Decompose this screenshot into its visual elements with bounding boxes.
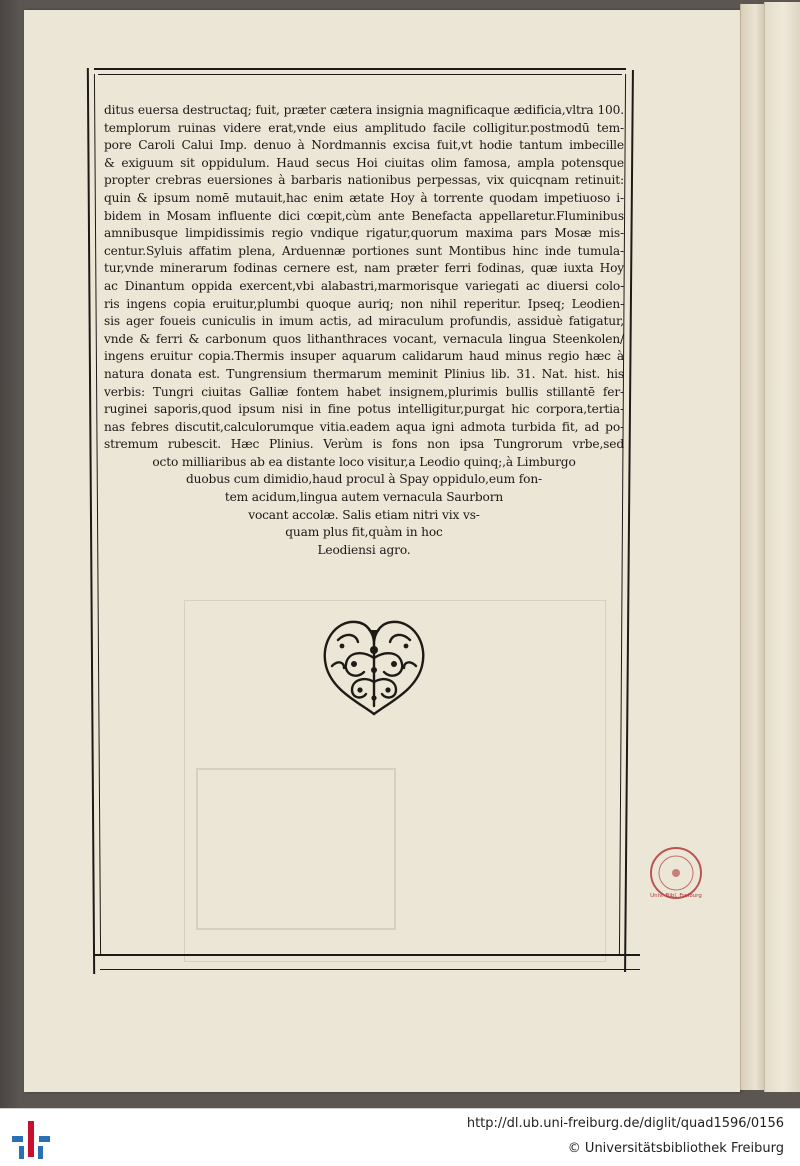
text-line-centered: octo milliaribus ab ea distante loco visitur,a Leodio quinq;,à Limburgo <box>152 454 576 469</box>
frame-rule <box>98 74 622 75</box>
floral-ornament-icon <box>318 610 430 718</box>
copyright-notice: © Universitätsbibliothek Freiburg <box>567 1141 784 1156</box>
viewer-footer <box>0 1108 800 1166</box>
text-line: ingens eruitur copia.Thermis insuper aquarum calidarum haud minus regio hæc à <box>104 349 624 364</box>
text-line: ac Dinantum oppida exercent,vbi alabastri,marmorisque variegati ac diuersi colo- <box>104 278 624 293</box>
text-line: ris ingens copia eruitur,plumbi quoque auriq; non nihil reperitur. Ipseq; Leodien- <box>104 296 624 311</box>
permalink-url[interactable]: http://dl.ub.uni-freiburg.de/diglit/quad1596/0156 <box>466 1116 784 1131</box>
text-line-centered: Leodiensi agro. <box>317 542 411 557</box>
text-line: ruginei saporis,quod ipsum nisi in fine potus intelligitur,purgat hic corpora,tertia- <box>104 402 624 417</box>
page-edge <box>764 2 800 1092</box>
text-line: amnibusque limpidissimis regio vndique rigatur,quorum maxima pars Mosæ mis- <box>104 226 624 241</box>
text-line: ditus euersa destructaq; fuit, præter cætera insignia magnificaque ædificia,vltra 100. <box>104 103 624 117</box>
text-line: tur,vnde minerarum fodinas cernere est, nam præter ferri fodinas, quæ iuxta Hoy <box>104 261 624 276</box>
text-line: propter crebras euersiones à barbaris nationibus perpessas, vix quicqnam retinuit: <box>104 173 624 188</box>
text-line: templorum ruinas videre erat,vnde eius amplitudo facile colligitur.postmodū tem- <box>104 120 624 135</box>
frame-rule <box>94 68 626 70</box>
text-line: quin & ipsum nomē mutauit,hac enim ætate Hoy à torrente quodam impetiuoso i- <box>104 190 624 205</box>
text-line: stremum rubescit. Hæc Plinius. Verùm is fons non ipsa Tungrorum vrbe,sed <box>104 437 624 452</box>
text-line-centered: vocant accolæ. Salis etiam nitri vix vs- <box>248 507 480 522</box>
text-line: nas febres discutit,calculorumque vitia.eadem aqua igni admota turbida fit, ad po- <box>104 419 624 434</box>
text-line: natura donata est. Tungrensium thermarum meminit Plinius lib. 31. Nat. hist. his <box>104 366 624 381</box>
frame-rule <box>94 954 640 956</box>
text-line: bidem in Mosam influente dici cœpit,cùm ante Benefacta appellaretur.Fluminibus <box>104 208 624 223</box>
university-logo-icon <box>10 1117 52 1161</box>
stamp-text: Univ.-Bibl. Freiburg <box>650 893 702 899</box>
text-line: & exiguum sit oppidulum. Haud secus Hoi ciuitas olim famosa, ampla potensque <box>104 155 624 170</box>
text-line: sis ager foueis cuniculis in imum actis, ad miraculum profundis, assiduè fatigatur, <box>104 314 624 329</box>
text-line-centered: tem acidum,lingua autem vernacula Saurborn <box>224 490 504 505</box>
page-text <box>104 102 624 559</box>
page-edge <box>740 4 765 1090</box>
text-line: pore Caroli Calui Imp. denuo à Nordmannis excisa fuit,vt hodie tantum imbecille <box>104 138 624 153</box>
text-line-centered: quam plus fit,quàm in hoc <box>285 525 443 540</box>
text-line: vnde & ferri & carbonum quos lithanthraces vocant, vernacula lingua Steenkolen/ <box>104 331 624 346</box>
library-stamp <box>648 845 704 901</box>
text-line: centur.Syluis affatim plena, Arduennæ portiones sunt Montibus hinc inde tumula- <box>104 243 624 258</box>
text-line-centered: duobus cum dimidio,haud procul à Spay oppidulo,eum fon- <box>186 472 542 487</box>
frame-rule <box>100 969 640 970</box>
text-line: verbis: Tungri ciuitas Galliæ fontem habet insignem,plurimis bullis stillantē fer- <box>104 384 624 399</box>
bleed-through-frame <box>196 768 396 930</box>
